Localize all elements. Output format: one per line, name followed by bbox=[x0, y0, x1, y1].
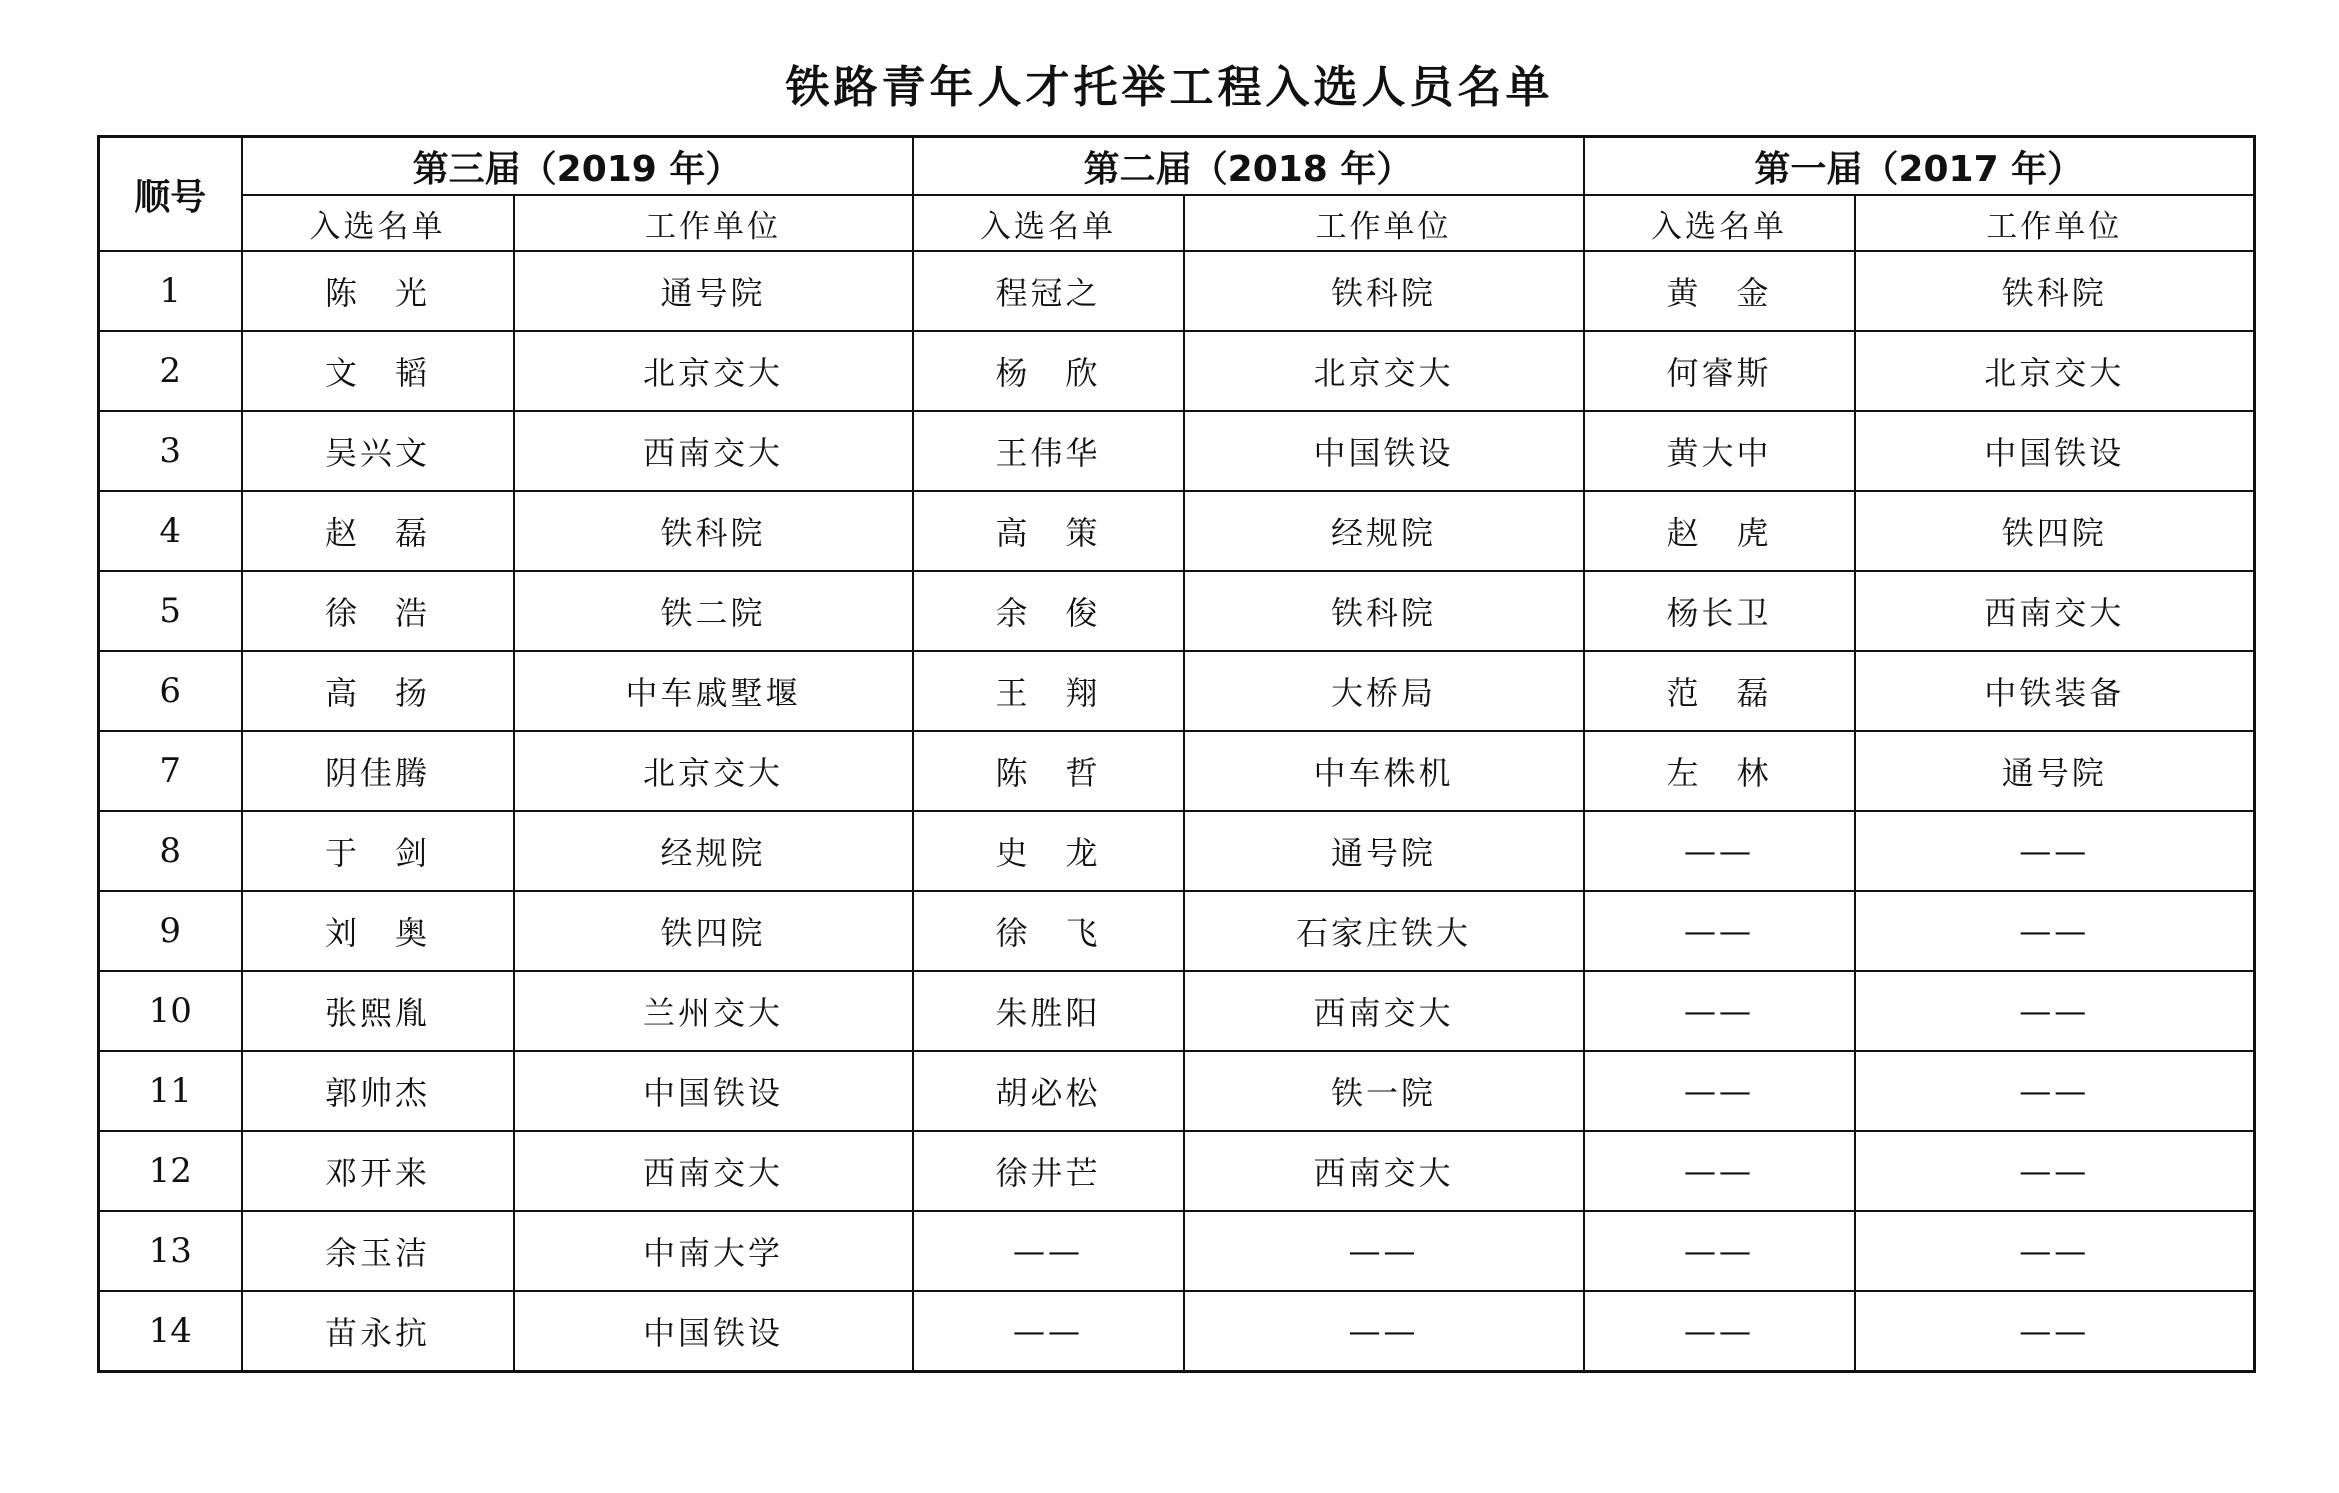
session-3-name-cell: 余玉洁 bbox=[242, 1211, 514, 1291]
row-index-cell: 11 bbox=[99, 1051, 242, 1131]
session-1-name-cell: —— bbox=[1584, 1211, 1855, 1291]
table-row bbox=[99, 1291, 2255, 1372]
roster-table bbox=[97, 135, 2256, 1373]
session-1-name-cell: 赵 虎 bbox=[1584, 491, 1855, 571]
row-index-cell: 7 bbox=[99, 731, 242, 811]
session-1-unit-cell: —— bbox=[1855, 1211, 2255, 1291]
page-title: 铁路青年人才托举工程入选人员名单 bbox=[785, 62, 1554, 113]
session-3-name-cell: 文 韬 bbox=[242, 331, 514, 411]
row-index-cell: 3 bbox=[99, 411, 242, 491]
session-3-name-cell: 高 扬 bbox=[242, 651, 514, 731]
session-1-unit-cell: —— bbox=[1855, 971, 2255, 1051]
session-2-name-cell: 陈 哲 bbox=[913, 731, 1184, 811]
row-index-cell: 13 bbox=[99, 1211, 242, 1291]
session-1-unit-cell: —— bbox=[1855, 811, 2255, 891]
row-index-cell: 8 bbox=[99, 811, 242, 891]
session-3-unit-cell: 中车戚墅堰 bbox=[514, 651, 913, 731]
table-row bbox=[99, 971, 2255, 1051]
table-row bbox=[99, 411, 2255, 491]
session-2-unit-cell: —— bbox=[1184, 1211, 1584, 1291]
table-row bbox=[99, 1211, 2255, 1291]
session-2-unit-cell: 中国铁设 bbox=[1184, 411, 1584, 491]
session-3-unit-cell: 中国铁设 bbox=[514, 1051, 913, 1131]
table-row bbox=[99, 891, 2255, 971]
table-row bbox=[99, 1131, 2255, 1211]
session-1-unit-cell: —— bbox=[1855, 891, 2255, 971]
session-3-name-header: 入选名单 bbox=[242, 195, 514, 251]
session-1-unit-cell: 西南交大 bbox=[1855, 571, 2255, 651]
session-3-unit-cell: 兰州交大 bbox=[514, 971, 913, 1051]
header-row-columns bbox=[99, 195, 2255, 251]
session-2-unit-header: 工作单位 bbox=[1184, 195, 1584, 251]
session-2-name-cell: —— bbox=[913, 1211, 1184, 1291]
session-2-name-header: 入选名单 bbox=[913, 195, 1184, 251]
session-1-unit-cell: 铁四院 bbox=[1855, 491, 2255, 571]
session-2-name-cell: 朱胜阳 bbox=[913, 971, 1184, 1051]
table-row bbox=[99, 571, 2255, 651]
index-column-header: 顺号 bbox=[99, 137, 242, 252]
session-2-name-cell: 程冠之 bbox=[913, 251, 1184, 331]
session-2-unit-cell: 中车株机 bbox=[1184, 731, 1584, 811]
session-3-name-cell: 陈 光 bbox=[242, 251, 514, 331]
table-header bbox=[99, 137, 2255, 252]
row-index-cell: 4 bbox=[99, 491, 242, 571]
session-1-name-cell: —— bbox=[1584, 891, 1855, 971]
row-index-cell: 12 bbox=[99, 1131, 242, 1211]
session-3-name-cell: 苗永抗 bbox=[242, 1291, 514, 1372]
session-2-unit-cell: —— bbox=[1184, 1291, 1584, 1372]
session-3-name-cell: 刘 奥 bbox=[242, 891, 514, 971]
session-1-unit-cell: 北京交大 bbox=[1855, 331, 2255, 411]
session-3-unit-cell: 西南交大 bbox=[514, 411, 913, 491]
header-row-sessions bbox=[99, 137, 2255, 196]
session-2-unit-cell: 大桥局 bbox=[1184, 651, 1584, 731]
session-3-unit-cell: 铁二院 bbox=[514, 571, 913, 651]
session-1-header: 第一届（2017 年） bbox=[1584, 137, 2255, 196]
session-1-name-cell: 左 林 bbox=[1584, 731, 1855, 811]
session-2-name-cell: 高 策 bbox=[913, 491, 1184, 571]
session-1-name-cell: —— bbox=[1584, 1131, 1855, 1211]
session-1-unit-cell: 铁科院 bbox=[1855, 251, 2255, 331]
session-2-unit-cell: 经规院 bbox=[1184, 491, 1584, 571]
session-1-name-cell: 黄 金 bbox=[1584, 251, 1855, 331]
session-1-name-cell: 杨长卫 bbox=[1584, 571, 1855, 651]
session-3-unit-cell: 经规院 bbox=[514, 811, 913, 891]
row-index-cell: 10 bbox=[99, 971, 242, 1051]
table-row bbox=[99, 251, 2255, 331]
session-2-name-cell: 胡必松 bbox=[913, 1051, 1184, 1131]
table-row bbox=[99, 491, 2255, 571]
session-1-unit-cell: 通号院 bbox=[1855, 731, 2255, 811]
session-1-name-cell: —— bbox=[1584, 1051, 1855, 1131]
session-1-unit-header: 工作单位 bbox=[1855, 195, 2255, 251]
session-1-name-cell: 何睿斯 bbox=[1584, 331, 1855, 411]
session-3-unit-cell: 西南交大 bbox=[514, 1131, 913, 1211]
session-1-name-cell: —— bbox=[1584, 1291, 1855, 1372]
session-3-unit-cell: 中国铁设 bbox=[514, 1291, 913, 1372]
session-2-unit-cell: 西南交大 bbox=[1184, 1131, 1584, 1211]
session-2-name-cell: 杨 欣 bbox=[913, 331, 1184, 411]
table-body bbox=[99, 251, 2255, 1372]
session-1-unit-cell: 中国铁设 bbox=[1855, 411, 2255, 491]
session-3-name-cell: 徐 浩 bbox=[242, 571, 514, 651]
session-2-unit-cell: 铁一院 bbox=[1184, 1051, 1584, 1131]
session-2-name-cell: 徐 飞 bbox=[913, 891, 1184, 971]
session-3-unit-cell: 通号院 bbox=[514, 251, 913, 331]
session-3-unit-cell: 北京交大 bbox=[514, 731, 913, 811]
session-2-name-cell: 史 龙 bbox=[913, 811, 1184, 891]
session-2-name-cell: —— bbox=[913, 1291, 1184, 1372]
session-1-name-cell: —— bbox=[1584, 811, 1855, 891]
session-1-name-cell: —— bbox=[1584, 971, 1855, 1051]
row-index-cell: 14 bbox=[99, 1291, 242, 1372]
session-3-unit-cell: 铁四院 bbox=[514, 891, 913, 971]
session-3-header: 第三届（2019 年） bbox=[242, 137, 913, 196]
table-row bbox=[99, 811, 2255, 891]
session-1-name-header: 入选名单 bbox=[1584, 195, 1855, 251]
session-1-name-cell: 黄大中 bbox=[1584, 411, 1855, 491]
session-1-unit-cell: —— bbox=[1855, 1051, 2255, 1131]
session-2-unit-cell: 铁科院 bbox=[1184, 571, 1584, 651]
row-index-cell: 9 bbox=[99, 891, 242, 971]
session-2-name-cell: 余 俊 bbox=[913, 571, 1184, 651]
row-index-cell: 5 bbox=[99, 571, 242, 651]
session-3-name-cell: 张熙胤 bbox=[242, 971, 514, 1051]
row-index-cell: 1 bbox=[99, 251, 242, 331]
session-3-name-cell: 于 剑 bbox=[242, 811, 514, 891]
session-3-name-cell: 邓开来 bbox=[242, 1131, 514, 1211]
session-3-name-cell: 阴佳腾 bbox=[242, 731, 514, 811]
session-2-name-cell: 王 翔 bbox=[913, 651, 1184, 731]
session-1-unit-cell: 中铁装备 bbox=[1855, 651, 2255, 731]
session-2-name-cell: 王伟华 bbox=[913, 411, 1184, 491]
session-3-unit-cell: 中南大学 bbox=[514, 1211, 913, 1291]
session-3-unit-cell: 铁科院 bbox=[514, 491, 913, 571]
session-3-unit-cell: 北京交大 bbox=[514, 331, 913, 411]
session-2-unit-cell: 西南交大 bbox=[1184, 971, 1584, 1051]
session-2-header: 第二届（2018 年） bbox=[913, 137, 1584, 196]
session-1-unit-cell: —— bbox=[1855, 1291, 2255, 1372]
session-2-unit-cell: 石家庄铁大 bbox=[1184, 891, 1584, 971]
session-1-unit-cell: —— bbox=[1855, 1131, 2255, 1211]
table-row bbox=[99, 331, 2255, 411]
session-3-name-cell: 吴兴文 bbox=[242, 411, 514, 491]
table-row bbox=[99, 651, 2255, 731]
session-2-unit-cell: 北京交大 bbox=[1184, 331, 1584, 411]
session-3-name-cell: 郭帅杰 bbox=[242, 1051, 514, 1131]
session-2-unit-cell: 通号院 bbox=[1184, 811, 1584, 891]
session-1-name-cell: 范 磊 bbox=[1584, 651, 1855, 731]
session-3-name-cell: 赵 磊 bbox=[242, 491, 514, 571]
session-2-name-cell: 徐井芒 bbox=[913, 1131, 1184, 1211]
row-index-cell: 6 bbox=[99, 651, 242, 731]
session-3-unit-header: 工作单位 bbox=[514, 195, 913, 251]
session-2-unit-cell: 铁科院 bbox=[1184, 251, 1584, 331]
table-row bbox=[99, 1051, 2255, 1131]
row-index-cell: 2 bbox=[99, 331, 242, 411]
table-row bbox=[99, 731, 2255, 811]
